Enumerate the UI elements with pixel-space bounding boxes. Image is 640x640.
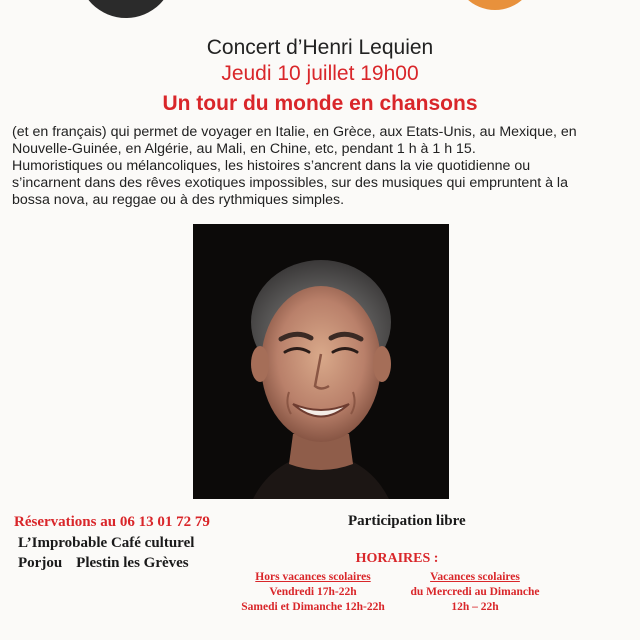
address-town: Plestin les Grèves xyxy=(76,555,189,571)
description-line: bossa nova, au reggae ou à des rythmiques simples. xyxy=(12,192,345,208)
concert-description xyxy=(12,124,632,209)
venue-name: L’Improbable Café culturel xyxy=(18,535,195,551)
concert-title: Concert d’Henri Lequien xyxy=(206,36,434,59)
description-line: Nouvelle-Guinée, en Algérie, au Mali, en Chine, etc, pendant 1 h à 1 h 15. xyxy=(12,141,476,157)
concert-subtitle: Un tour du monde en chansons xyxy=(162,92,478,115)
schedule-heading: Vacances scolaires xyxy=(430,571,520,583)
schedule-line: 12h – 22h xyxy=(451,601,499,613)
concert-date: Jeudi 10 juillet 19h00 xyxy=(221,62,419,85)
schedule-line: Vendredi 17h-22h xyxy=(269,586,357,598)
address-place: Porjou xyxy=(18,555,63,571)
schedule-school-holidays xyxy=(400,570,550,615)
description-line: (et en français) qui permet de voyager en Italie, en Grèce, aux Etats-Unis, au Mexique, en xyxy=(12,124,577,140)
decorative-orange-circle xyxy=(454,0,536,10)
schedule-line: du Mercredi au Dimanche xyxy=(410,586,540,598)
reservations-phone: Réservations au 06 13 01 72 79 xyxy=(14,514,210,530)
horaires-title: HORAIRES : xyxy=(355,551,439,566)
venue-address xyxy=(18,555,189,572)
participation-note: Participation libre xyxy=(348,513,466,529)
schedule-heading: Hors vacances scolaires xyxy=(255,571,371,583)
decorative-dark-circle xyxy=(78,0,174,18)
description-line: s’incarnent dans des rêves exotiques impossibles, sur des musiques qui empruntent à la xyxy=(12,175,568,191)
schedule-line: Samedi et Dimanche 12h-22h xyxy=(241,601,385,613)
artist-portrait-photo xyxy=(193,224,449,499)
description-line: Humoristiques ou mélancoliques, les histoires s’ancrent dans la vie quotidienne ou xyxy=(12,158,531,174)
schedule-off-season xyxy=(228,570,398,615)
